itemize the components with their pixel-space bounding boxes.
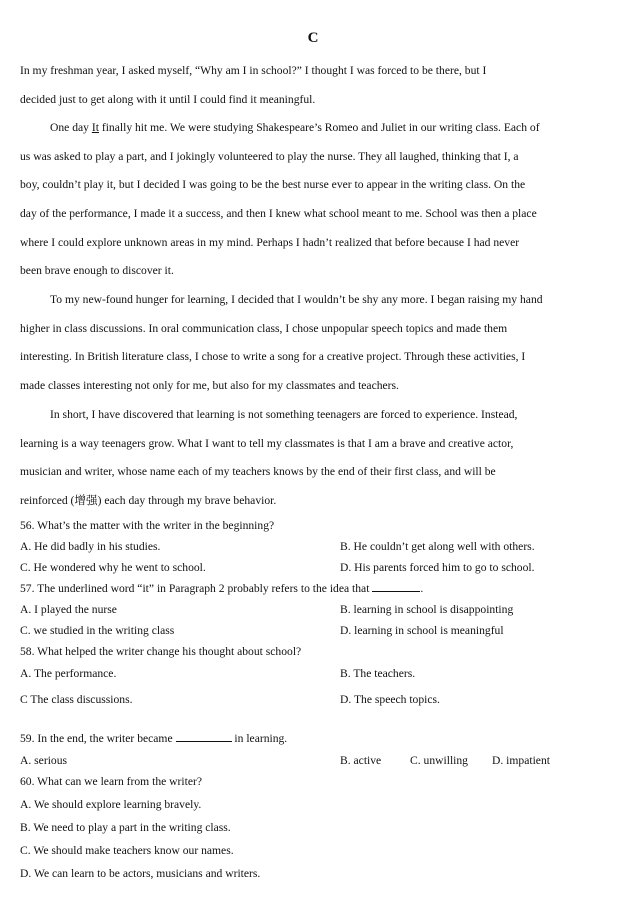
text-segment: One day [50, 121, 92, 134]
paragraph-line: musician and writer, whose name each of my teachers knows by the end of their first class, and will be [20, 465, 496, 479]
paragraph-1 [20, 57, 606, 114]
stem-text: . [420, 582, 424, 595]
question-56-option-c[interactable]: C. He wondered why he went to school. [20, 561, 206, 574]
stem-text: 57. The underlined word “it” in Paragraph 2 probably refers to the idea that [20, 582, 370, 595]
question-59-option-c[interactable]: C. unwilling [410, 754, 468, 767]
question-56-option-d[interactable]: D. His parents forced him to go to school. [340, 561, 535, 574]
paragraph-2 [20, 114, 606, 286]
paragraph-line: decided just to get along with it until I could find it meaningful. [20, 92, 316, 106]
answer-blank [372, 579, 420, 592]
paragraph-line: In short, I have discovered that learning is not something teenagers are forced to experience. Instead, [50, 408, 518, 421]
question-56-option-a[interactable]: A. He did badly in his studies. [20, 540, 161, 553]
question-56-stem: 56. What’s the matter with the writer in the beginning? [20, 519, 275, 532]
paragraph-line: reinforced (增强) each day through my brave behavior. [20, 494, 277, 508]
question-59-option-a[interactable]: A. serious [20, 754, 68, 767]
paragraph-line: interesting. In British literature class, I chose to write a song for a creative project. Through these activities, I [20, 350, 526, 364]
question-58-stem: 58. What helped the writer change his thought about school? [20, 645, 302, 658]
question-59-option-b[interactable]: B. active [340, 754, 382, 767]
question-60-option-a[interactable]: A. We should explore learning bravely. [20, 798, 202, 811]
question-57-option-d[interactable]: D. learning in school is meaningful [340, 624, 504, 637]
passage-title: C [307, 30, 319, 46]
paragraph-3 [20, 286, 606, 401]
question-57-option-a[interactable]: A. I played the nurse [20, 603, 117, 616]
question-58-option-a[interactable]: A. The performance. [20, 667, 117, 680]
question-58-option-d[interactable]: D. The speech topics. [340, 693, 440, 706]
answer-blank [176, 729, 232, 742]
question-60-stem: 60. What can we learn from the writer? [20, 775, 202, 788]
stem-text: 59. In the end, the writer became [20, 732, 173, 745]
paragraph-line: us was asked to play a part, and I jokingly volunteered to play the nurse. They all laughed, thinking that I, a [20, 149, 519, 163]
question-59-option-d[interactable]: D. impatient [492, 754, 550, 767]
question-57-option-c[interactable]: C. we studied in the writing class [20, 624, 175, 637]
question-60-option-b[interactable]: B. We need to play a part in the writing class. [20, 821, 231, 834]
question-56-option-b[interactable]: B. He couldn’t get along well with others. [340, 540, 535, 553]
paragraph-line: made classes interesting not only for me, but also for my classmates and teachers. [20, 379, 399, 393]
paragraph-line [20, 114, 606, 143]
paragraph-line: where I could explore unknown areas in my mind. Perhaps I hadn’t realized that before because I had never [20, 235, 520, 249]
paragraph-line: higher in class discussions. In oral communication class, I chose unpopular speech topics and made them [20, 321, 508, 335]
question-57-option-b[interactable]: B. learning in school is disappointing [340, 603, 514, 616]
paragraph-line: been brave enough to discover it. [20, 264, 174, 278]
paragraph-line: learning is a way teenagers grow. What I want to tell my classmates is that I am a brave and creative actor, [20, 436, 514, 450]
paragraph-line: To my new-found hunger for learning, I decided that I wouldn’t be shy any more. I began raising my hand [50, 293, 543, 306]
question-60-option-d[interactable]: D. We can learn to be actors, musicians and writers. [20, 867, 261, 880]
paragraph-line: day of the performance, I made it a success, and then I knew what school meant to me. School was then a place [20, 207, 537, 221]
question-57-stem [20, 579, 423, 599]
text-segment: finally hit me. We were studying Shakespeare’s Romeo and Juliet in our writing class. Each of [98, 121, 540, 134]
paragraph-4 [20, 401, 606, 516]
question-60-option-c[interactable]: C. We should make teachers know our names. [20, 844, 234, 857]
stem-text: in learning. [234, 732, 288, 745]
paragraph-line: In my freshman year, I asked myself, “Why am I in school?” I thought I was forced to be there, but I [20, 64, 487, 77]
paragraph-line: boy, couldn’t play it, but I decided I was going to be the best nurse ever to appear in the writing class. On the [20, 178, 526, 192]
question-59-stem [20, 729, 287, 749]
underlined-word-it: It [91, 121, 99, 134]
question-58-option-b[interactable]: B. The teachers. [340, 667, 416, 680]
question-58-option-c[interactable]: C The class discussions. [20, 693, 133, 706]
